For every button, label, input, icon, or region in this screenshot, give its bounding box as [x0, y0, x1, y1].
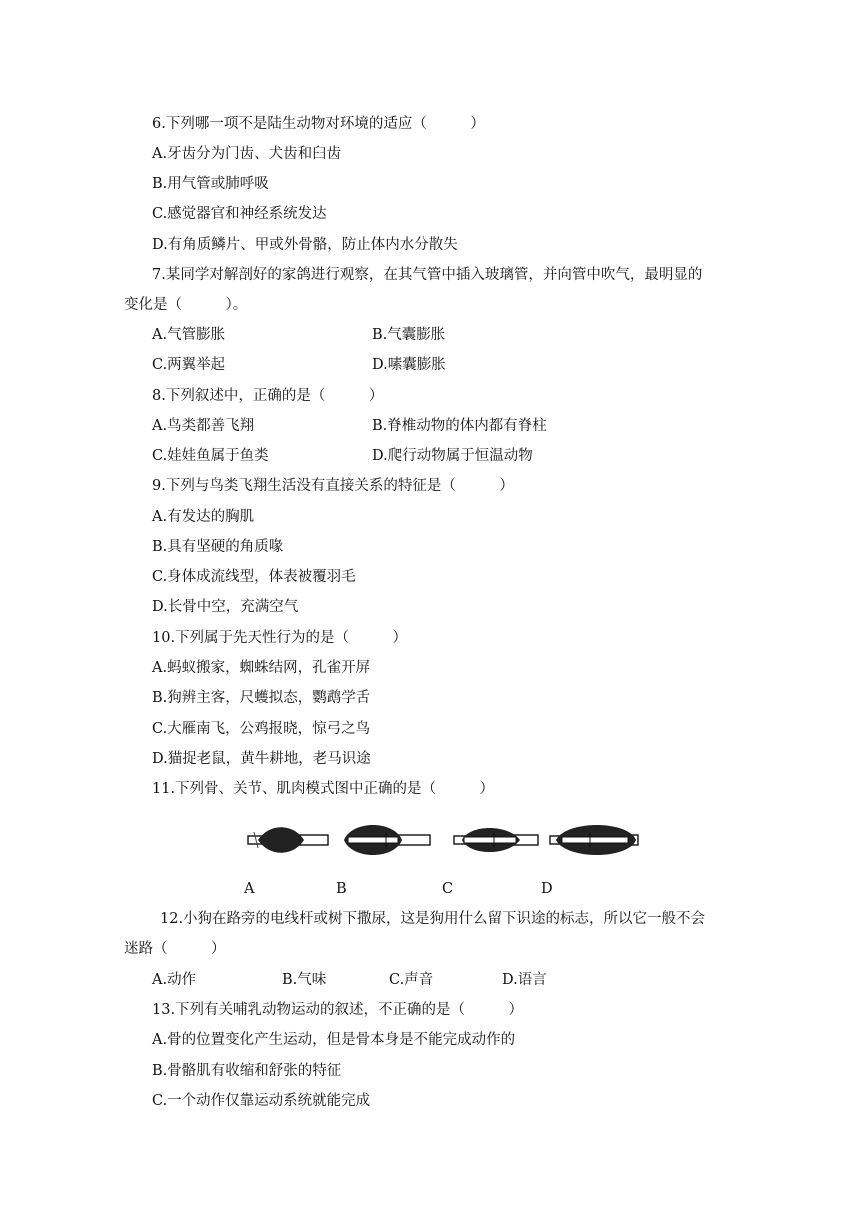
question-12-option-c: C.声音 — [389, 972, 434, 988]
question-8-option-c: C.娃娃鱼属于鱼类 — [152, 448, 269, 464]
question-7-stem: 7.某同学对解剖好的家鸽进行观察，在其气管中插入玻璃管，并向管中吹气，最明显的 — [152, 267, 703, 283]
question-9-option-c: C.身体成流线型，体表被覆羽毛 — [152, 569, 356, 585]
question-7-option-c: C.两翼举起 — [152, 357, 226, 373]
question-7-option-d: D.嗉囊膨胀 — [372, 357, 446, 373]
question-10-option-a: A.蚂蚁搬家，蜘蛛结网，孔雀开屏 — [152, 660, 371, 676]
question-6-option-d: D.有角质鳞片、甲或外骨骼，防止体内水分散失 — [152, 237, 458, 253]
question-13-option-a: A.骨的位置变化产生运动，但是骨本身是不能完成动作的 — [152, 1032, 516, 1048]
question-7-option-a: A.气管膨胀 — [152, 327, 226, 343]
question-7-stem-continued: 变化是（ ）。 — [124, 297, 248, 313]
question-10-stem: 10.下列属于先天性行为的是（ ） — [152, 630, 408, 646]
question-6-option-a: A.牙齿分为门齿、犬齿和臼齿 — [152, 146, 342, 162]
question-8-option-a: A.鸟类都善飞翔 — [152, 418, 255, 434]
diagram-label-a: A — [244, 881, 255, 897]
question-6-option-c: C.感觉器官和神经系统发达 — [152, 206, 327, 222]
question-11-stem: 11.下列骨、关节、肌肉模式图中正确的是（ ） — [152, 781, 495, 797]
diagram-label-c: C — [442, 881, 454, 897]
question-8-option-b: B.脊椎动物的体内都有脊柱 — [372, 418, 547, 434]
question-12-option-d: D.语言 — [502, 972, 547, 988]
question-9-option-a: A.有发达的胸肌 — [152, 509, 255, 525]
diagram-d — [550, 825, 638, 855]
question-9-option-d: D.长骨中空，充满空气 — [152, 599, 299, 615]
question-13-option-c: C.一个动作仅靠运动系统就能完成 — [152, 1093, 371, 1109]
diagram-b — [344, 825, 430, 855]
diagram-a — [248, 827, 328, 853]
question-9-stem: 9.下列与鸟类飞翔生活没有直接关系的特征是（ ） — [152, 478, 514, 494]
question-12-option-b: B.气味 — [282, 972, 327, 988]
question-10-option-b: B.狗辨主客，尺蠖拟态，鹦鹉学舌 — [152, 690, 371, 706]
question-10-option-c: C.大雁南飞，公鸡报晓，惊弓之鸟 — [152, 721, 371, 737]
diagram-label-b: B — [336, 881, 347, 897]
question-13-stem: 13.下列有关哺乳动物运动的叙述，不正确的是（ ） — [152, 1002, 524, 1018]
diagram-label-d: D — [541, 881, 553, 897]
question-8-option-d: D.爬行动物属于恒温动物 — [372, 448, 533, 464]
bone-joint-muscle-diagram — [244, 818, 644, 862]
question-8-stem: 8.下列叙述中，正确的是（ ） — [152, 388, 384, 404]
diagram-c — [454, 828, 538, 852]
question-9-option-b: B.具有坚硬的角质喙 — [152, 539, 284, 555]
question-6-option-b: B.用气管或肺呼吸 — [152, 176, 269, 192]
question-12-option-a: A.动作 — [152, 972, 197, 988]
question-6-stem: 6.下列哪一项不是陆生动物对环境的适应（ ） — [152, 116, 485, 132]
question-13-option-b: B.骨骼肌有收缩和舒张的特征 — [152, 1063, 342, 1079]
question-12-stem: 12.小狗在路旁的电线杆或树下撒尿，这是狗用什么留下识途的标志，所以它一般不会 — [160, 911, 706, 927]
question-12-stem-continued: 迷路（ ） — [124, 941, 226, 957]
question-10-option-d: D.猫捉老鼠，黄牛耕地，老马识途 — [152, 751, 371, 767]
question-7-option-b: B.气囊膨胀 — [372, 327, 446, 343]
